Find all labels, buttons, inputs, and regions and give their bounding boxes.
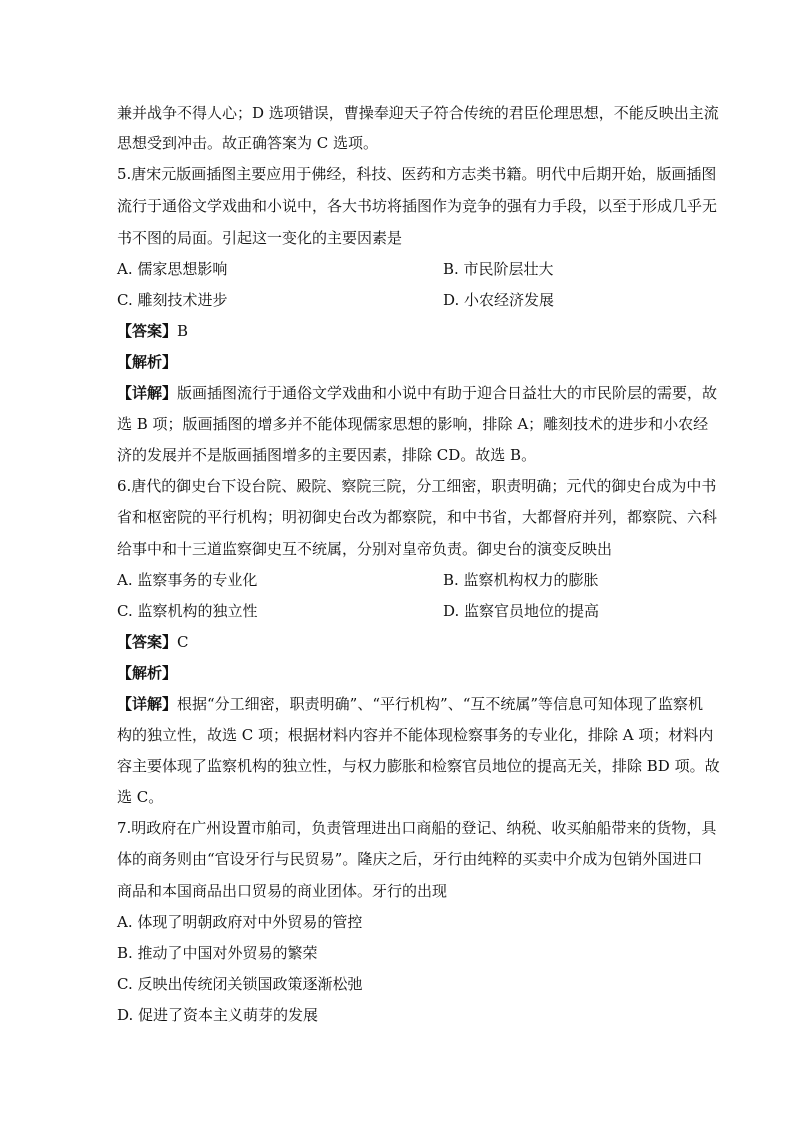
question-6-option-b: B. 监察机构权力的膨胀 <box>443 571 599 589</box>
question-5-stem: 5.唐宋元版画插图主要应用于佛经，科技、医药和方志类书籍。明代中后期开始，版画插图 <box>117 165 717 183</box>
answer-value: B <box>177 322 189 340</box>
question-6-analysis-label: 【解析】 <box>117 664 178 682</box>
question-6-stem: 省和枢密院的平行机构；明初御史台改为都察院，和中书省，大都督府并列，都察院、六科 <box>117 508 718 526</box>
question-5-stem: 书不图的局面。引起这一变化的主要因素是 <box>117 229 403 247</box>
question-5-analysis-label: 【解析】 <box>117 353 178 371</box>
question-5-detail: 济的发展并不是版画插图增多的主要因素，排除 CD。故选 B。 <box>117 446 537 464</box>
question-6-option-d: D. 监察官员地位的提高 <box>443 602 600 620</box>
question-5-detail: 【详解】版画插图流行于通俗文学戏曲和小说中有助于迎合日益壮大的市民阶层的需要，故 <box>117 384 718 402</box>
text-line: 思想受到冲击。故正确答案为 C 选项。 <box>117 134 379 152</box>
answer-label: 【答案】 <box>117 633 178 651</box>
text-line: 兼并战争不得人心；D 选项错误，曹操奉迎天子符合传统的君臣伦理思想，不能反映出主流 <box>117 104 719 122</box>
question-7-stem: 7.明政府在广州设置市舶司，负责管理进出口商船的登记、纳税、收买舶船带来的货物，具 <box>117 819 717 837</box>
question-7-option-c: C. 反映出传统闭关锁国政策逐渐松弛 <box>117 975 363 993</box>
question-5-option-b: B. 市民阶层壮大 <box>443 260 554 278</box>
question-6-detail: 【详解】根据“分工细密，职责明确”、“平行机构”、“互不统属”等信息可知体现了监察机 <box>117 695 704 713</box>
question-5-option-d: D. 小农经济发展 <box>443 291 555 309</box>
question-7-option-a: A. 体现了明朝政府对中外贸易的管控 <box>117 913 363 931</box>
question-6-stem: 给事中和十三道监察御史互不统属，分别对皇帝负责。御史台的演变反映出 <box>117 540 613 558</box>
question-7-stem: 体的商务则由“官设牙行与民贸易”。隆庆之后，牙行由纯粹的买卖中介成为包销外国进口 <box>117 850 703 868</box>
question-7-stem: 商品和本国商品出口贸易的商业团体。牙行的出现 <box>117 882 448 900</box>
question-5-answer <box>117 321 677 341</box>
question-6-detail: 构的独立性，故选 C 项；根据材料内容并不能体现检察事务的专业化，排除 A 项；材料内 <box>117 726 714 744</box>
question-6-stem: 6.唐代的御史台下设台院、殿院、察院三院，分工细密，职责明确；元代的御史台成为中书 <box>117 477 717 495</box>
question-7-option-d: D. 促进了资本主义萌芽的发展 <box>117 1006 319 1024</box>
detail-label: 【详解】 <box>117 384 178 402</box>
detail-label: 【详解】 <box>117 695 178 713</box>
answer-value: C <box>177 633 189 651</box>
question-5-stem: 流行于通俗文学戏曲和小说中，各大书坊将插图作为竞争的强有力手段，以至于形成几乎无 <box>117 197 718 215</box>
question-6-option-a: A. 监察事务的专业化 <box>117 571 258 589</box>
question-6-detail: 容主要体现了监察机构的独立性，与权力膨胀和检察官员地位的提高无关，排除 BD 项。故 <box>117 757 720 775</box>
question-6-detail: 选 C。 <box>117 788 164 806</box>
question-5-option-c: C. 雕刻技术进步 <box>117 291 228 309</box>
question-7-option-b: B. 推动了中国对外贸易的繁荣 <box>117 944 318 962</box>
question-5-option-a: A. 儒家思想影响 <box>117 260 228 278</box>
question-5-detail: 选 B 项；版画插图的增多并不能体现儒家思想的影响，排除 A；雕刻技术的进步和小农经 <box>117 415 709 433</box>
question-6-option-c: C. 监察机构的独立性 <box>117 602 258 620</box>
answer-label: 【答案】 <box>117 322 178 340</box>
question-6-answer <box>117 632 677 652</box>
